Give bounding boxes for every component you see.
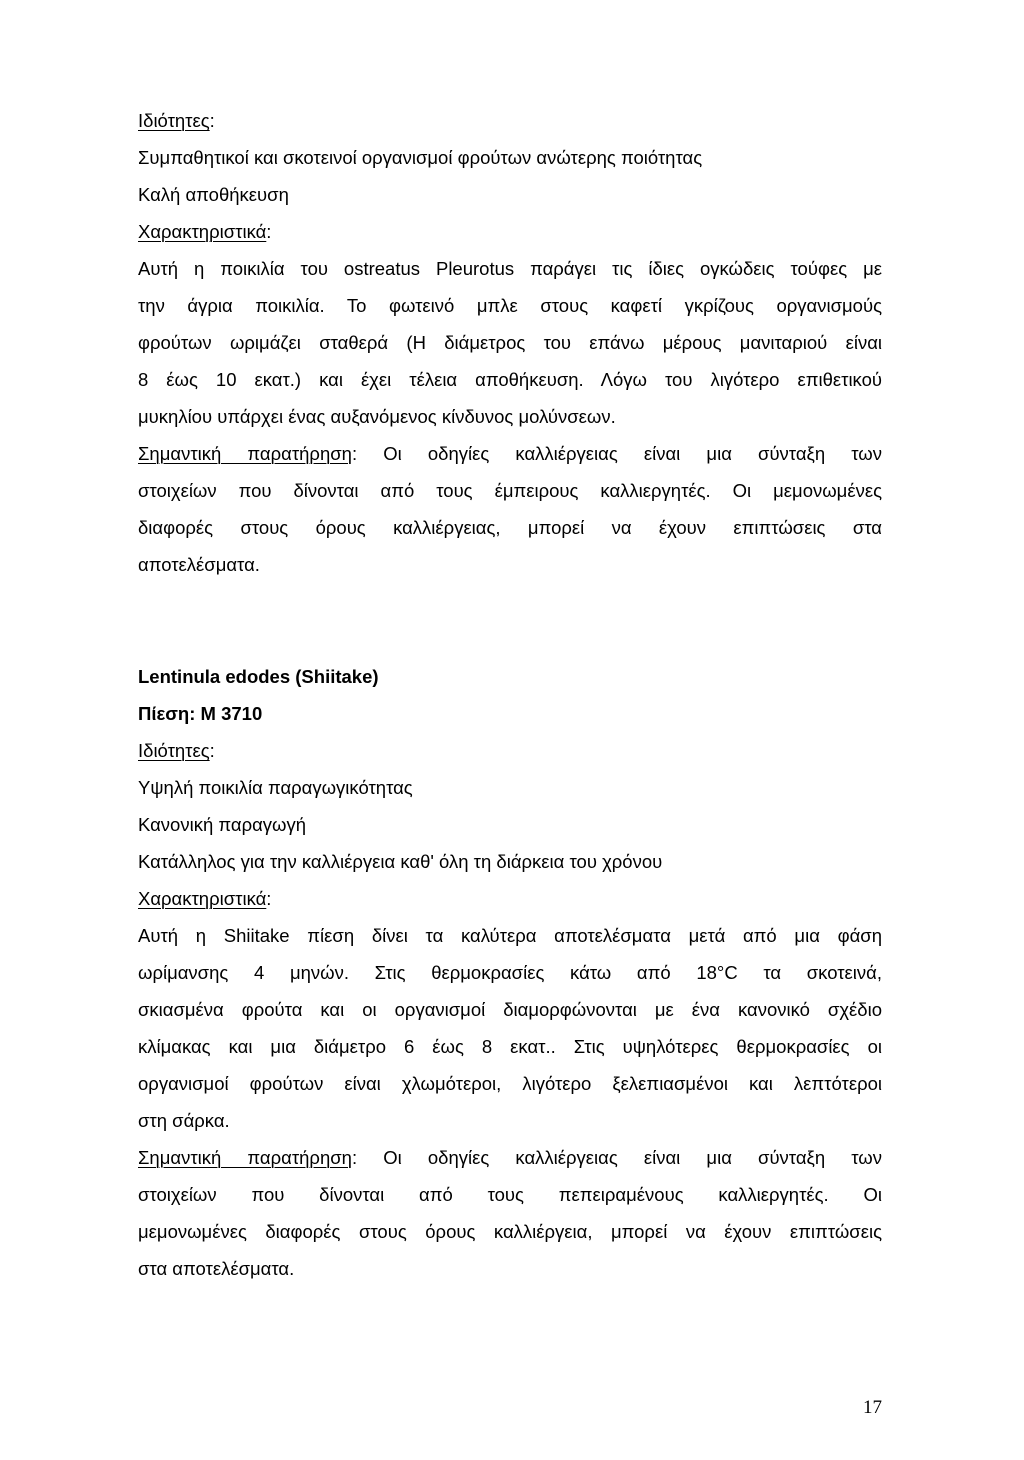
- note-text: Οι οδηγίες καλλιέργειας είναι μια σύνταξη των: [357, 1147, 882, 1168]
- features-text-line: κλίμακας και μια διάμετρο 6 έως 8 εκατ.. Στις υψηλότερες θερμοκρασίες οι: [138, 1036, 882, 1057]
- note-label: Σημαντική παρατήρηση: [138, 443, 352, 464]
- property-item: Κανονική παραγωγή: [138, 814, 307, 835]
- features-text-line: Αυτή η ποικιλία του ostreatus Pleurotus παράγει τις ίδιες ογκώδεις τούφες με: [138, 258, 882, 279]
- strain-code: Πίεση: M 3710: [138, 703, 263, 724]
- properties-heading: [138, 732, 882, 769]
- properties-colon: :: [209, 740, 215, 761]
- features-text-line: 8 έως 10 εκατ.) και έχει τέλεια αποθήκευση. Λόγω του λιγότερο επιθετικού: [138, 369, 882, 390]
- document-page: [138, 102, 882, 1287]
- features-label: Χαρακτηριστικά: [138, 221, 267, 242]
- note-text-line: αποτελέσματα.: [138, 554, 260, 575]
- note-text-line: [138, 1139, 882, 1176]
- properties-heading: [138, 102, 882, 139]
- property-item: Συμπαθητικοί και σκοτεινοί οργανισμοί φρούτων ανώτερης ποιότητας: [138, 147, 703, 168]
- section-pleurotus-continued: [138, 102, 882, 583]
- note-text-line: [138, 435, 882, 472]
- features-text-line: Αυτή η Shiitake πίεση δίνει τα καλύτερα αποτελέσματα μετά από μια φάση: [138, 925, 882, 946]
- species-title: Lentinula edodes (Shiitake): [138, 666, 379, 687]
- note-text-line: στοιχείων που δίνονται από τους πεπειραμένους καλλιεργητές. Οι: [138, 1184, 882, 1205]
- property-item: Υψηλή ποικιλία παραγωγικότητας: [138, 777, 413, 798]
- page-number: 17: [863, 1397, 882, 1418]
- features-text-line: σκιασμένα φρούτα και οι οργανισμοί διαμορφώνονται με ένα κανονικό σχέδιο: [138, 999, 882, 1020]
- features-text-line: στη σάρκα.: [138, 1110, 230, 1131]
- note-text-line: στοιχείων που δίνονται από τους έμπειρους καλλιεργητές. Οι μεμονωμένες: [138, 480, 882, 501]
- features-colon: :: [266, 888, 272, 909]
- note-text-line: μεμονωμένες διαφορές στους όρους καλλιέργεια, μπορεί να έχουν επιπτώσεις: [138, 1221, 882, 1242]
- note-text-line: στα αποτελέσματα.: [138, 1258, 295, 1279]
- note-text-line: διαφορές στους όρους καλλιέργειας, μπορεί να έχουν επιπτώσεις στα: [138, 517, 882, 538]
- property-item: Κατάλληλος για την καλλιέργεια καθ' όλη τη διάρκεια του χρόνου: [138, 851, 663, 872]
- features-heading: [138, 880, 882, 917]
- properties-label: Ιδιότητες: [138, 110, 210, 131]
- features-text-line: την άγρια ποικιλία. Το φωτεινό μπλε στους καφετί γκρίζους οργανισμούς: [138, 295, 882, 316]
- note-colon: :: [351, 443, 358, 464]
- features-heading: [138, 213, 882, 250]
- features-label: Χαρακτηριστικά: [138, 888, 267, 909]
- features-text-line: ωρίμανσης 4 μηνών. Στις θερμοκρασίες κάτω από 18°C τα σκοτεινά,: [138, 962, 882, 983]
- features-text-line: μυκηλίου υπάρχει ένας αυξανόμενος κίνδυνος μολύνσεων.: [138, 406, 616, 427]
- features-colon: :: [266, 221, 272, 242]
- note-label: Σημαντική παρατήρηση: [138, 1147, 352, 1168]
- properties-label: Ιδιότητες: [138, 740, 210, 761]
- properties-colon: :: [209, 110, 215, 131]
- features-text-line: φρούτων ωριμάζει σταθερά (Η διάμετρος του επάνω μέρους μανιταριού είναι: [138, 332, 882, 353]
- section-shiitake: [138, 658, 882, 1287]
- note-colon: :: [351, 1147, 358, 1168]
- features-text-line: οργανισμοί φρούτων είναι χλωμότεροι, λιγότερο ξελεπιασμένοι και λεπτότεροι: [138, 1073, 882, 1094]
- property-item: Καλή αποθήκευση: [138, 184, 289, 205]
- note-text: Οι οδηγίες καλλιέργειας είναι μια σύνταξη των: [357, 443, 882, 464]
